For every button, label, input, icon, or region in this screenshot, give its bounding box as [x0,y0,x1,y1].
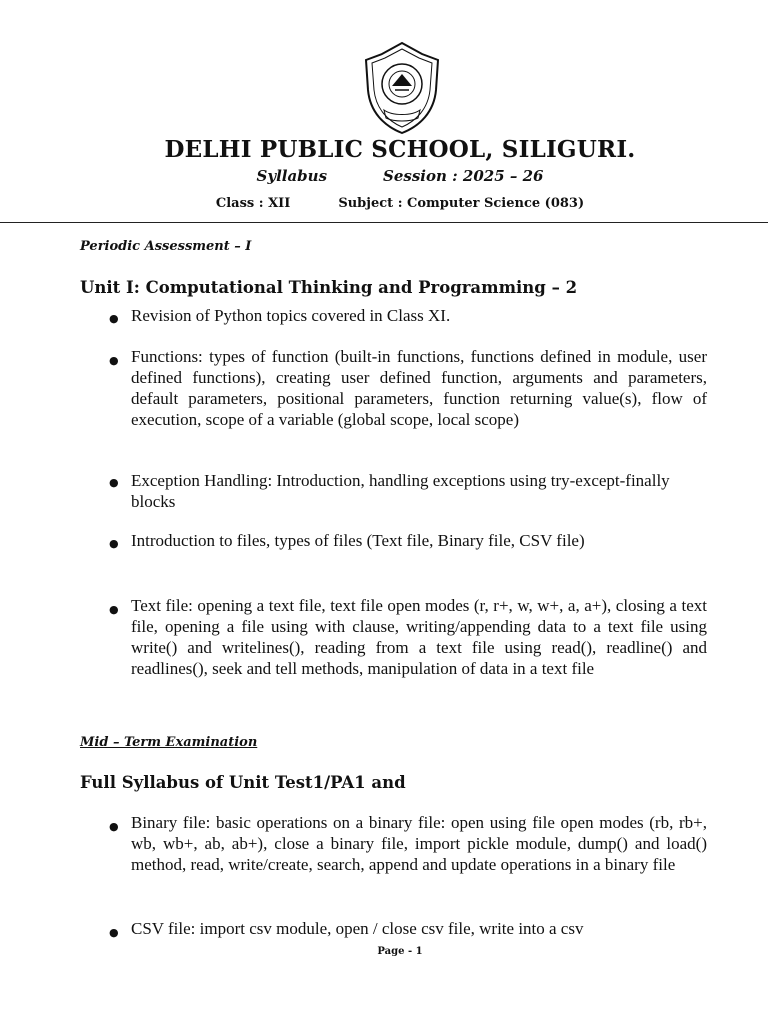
unit-title: Unit I: Computational Thinking and Programming – 2 [80,278,578,297]
section-title-mid-term: Mid – Term Examination [80,735,258,750]
section-title-pa1: Periodic Assessment – I [80,239,252,254]
bullet-icon: ● [109,354,119,367]
list-item: Binary file: basic operations on a binary file: open using file open modes (rb, rb+, wb, wb+, ab, ab+), close a binary file, import pickle module, dump() and load() method, read, write/create, search, append and update operations in a binary file [131,813,707,874]
bullet-icon: ● [109,312,119,325]
list-item: Introduction to files, types of files (Text file, Binary file, CSV file) [131,531,585,550]
syllabus-session-line [0,167,768,185]
page-number: Page - 1 [377,946,423,957]
subject-label: Subject : Computer Science (083) [338,196,585,211]
class-subject-line [0,196,768,211]
class-label: Class : XII [215,196,291,211]
list-item: Exception Handling: Introduction, handling exceptions using try-except-finally blocks [131,471,670,511]
bullet-icon: ● [109,537,119,550]
bullet-icon: ● [109,926,119,939]
school-name: DELHI PUBLIC SCHOOL, SILIGURI. [164,136,636,163]
bullet-icon: ● [109,603,119,616]
header-divider [0,222,768,223]
list-item: Functions: types of function (built-in functions, functions defined in module, user defined functions), creating user defined function, arguments and parameters, default parameters, positional parameters, function returning value(s), flow of execution, scope of a variable (global scope, local scope) [131,347,707,429]
bullet-icon: ● [109,476,119,489]
list-item: Revision of Python topics covered in Class XI. [131,306,451,325]
syllabus-label: Syllabus [256,167,328,185]
list-item: CSV file: import csv module, open / close csv file, write into a csv [131,919,584,938]
session-label: Session : 2025 – 26 [383,167,544,185]
mid-term-subtitle: Full Syllabus of Unit Test1/PA1 and [80,773,406,792]
bullet-icon: ● [109,820,119,833]
school-crest-logo [362,40,442,136]
list-item: Text file: opening a text file, text file open modes (r, r+, w, w+, a, a+), closing a text file, opening a file using with clause, writing/appending data to a text file using write() and writelines(), reading from a text file using read(), readline() and readlines(), seek and tell methods, manipulation of data in a text file [131,596,707,678]
